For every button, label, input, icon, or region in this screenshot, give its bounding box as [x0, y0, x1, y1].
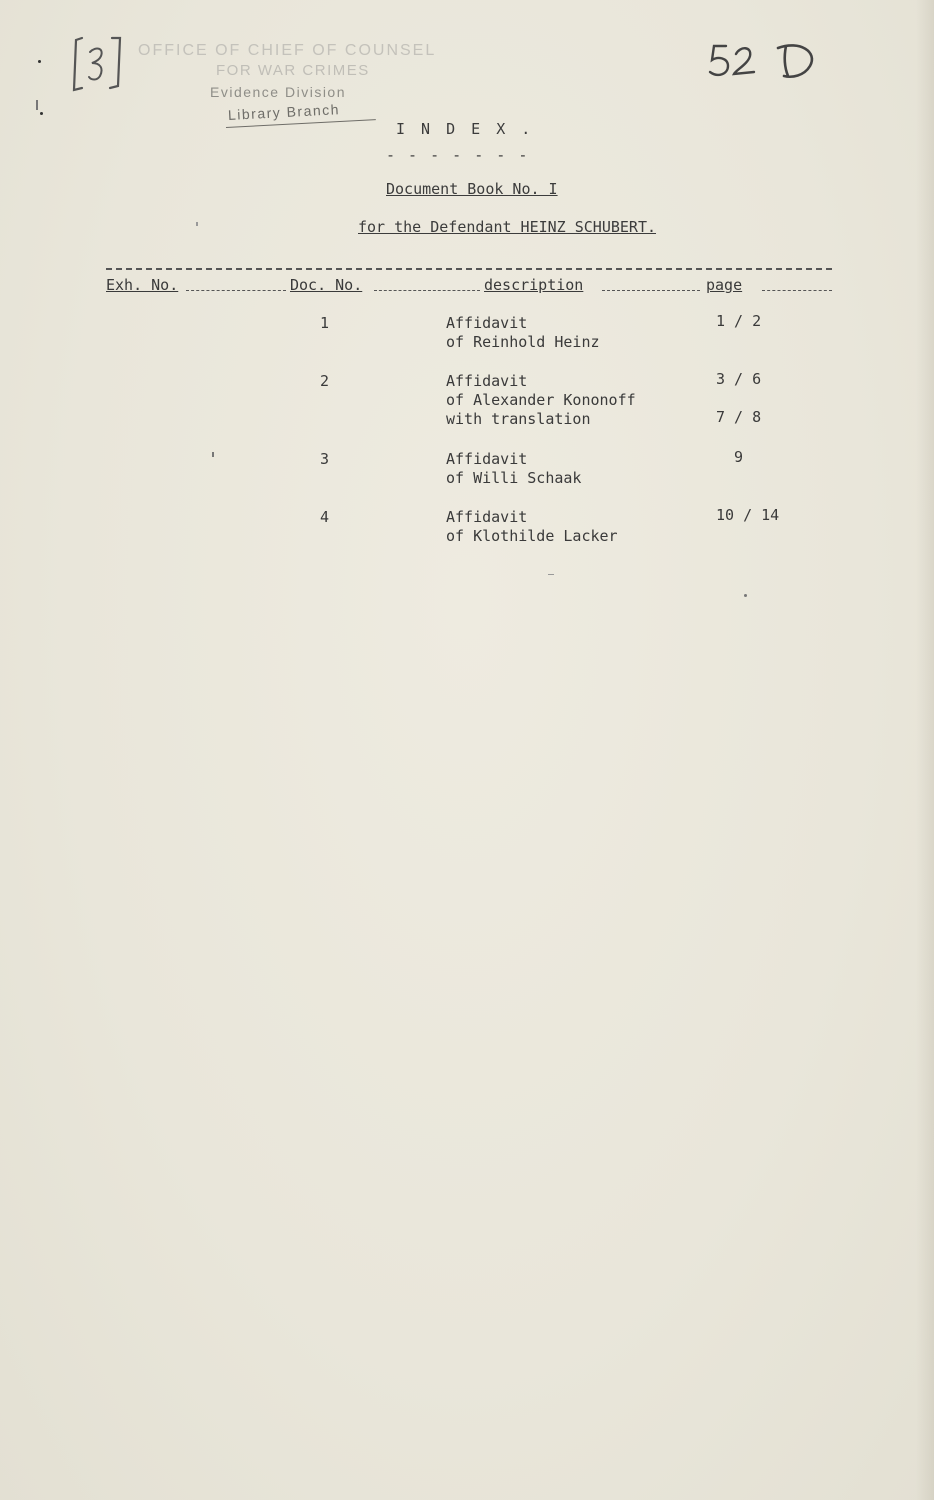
index-title: I N D E X . — [396, 120, 534, 138]
row-2-doc-no: 2 — [320, 372, 330, 390]
row-2-desc-line-3: with translation — [446, 410, 591, 428]
header-exh-no: Exh. No. — [106, 276, 179, 294]
row-4-desc-line-2: of Klothilde Lacker — [446, 527, 618, 545]
row-4-desc-line-1: Affidavit — [446, 508, 528, 526]
row-3-page: 9 — [734, 448, 744, 466]
header-fill — [762, 290, 832, 291]
row-4-description — [446, 508, 618, 546]
stamp-line-3: Evidence Division — [210, 84, 346, 100]
table-header-row — [106, 276, 836, 296]
row-3-desc-line-1: Affidavit — [446, 450, 528, 468]
stamp-line-4: Library Branch — [227, 101, 341, 123]
handwritten-page-number-mark — [700, 36, 840, 86]
row-2-desc-line-1: Affidavit — [446, 372, 528, 390]
ink-speck — [36, 100, 38, 110]
header-fill — [374, 290, 480, 291]
paper-speck — [196, 222, 198, 226]
ink-dot — [38, 60, 41, 63]
row-3-desc-line-2: of Willi Schaak — [446, 469, 582, 487]
stamp-line-2: FOR WAR CRIMES — [216, 62, 370, 79]
row-2-desc-line-2: of Alexander Kononoff — [446, 391, 636, 409]
header-fill — [602, 290, 700, 291]
handwritten-bracket-mark — [68, 34, 128, 94]
row-2-page-2: 7 / 8 — [716, 408, 762, 426]
row-4-doc-no: 4 — [320, 508, 330, 526]
row-1-description — [446, 314, 600, 352]
title-dashes: - - - - - - - — [386, 146, 530, 164]
row-1-page: 1 / 2 — [716, 312, 762, 330]
paper-speck — [744, 594, 747, 597]
row-2-description — [446, 372, 636, 429]
header-fill — [186, 290, 286, 291]
header-description: description — [484, 276, 584, 294]
table-top-rule — [106, 268, 832, 270]
defendant-line: for the Defendant HEINZ SCHUBERT. — [358, 218, 657, 236]
row-3-description — [446, 450, 581, 488]
ink-dot — [40, 112, 43, 115]
row-3-doc-no: 3 — [320, 450, 330, 468]
header-page: page — [706, 276, 743, 294]
row-1-desc-line-2: of Reinhold Heinz — [446, 333, 600, 351]
page-edge-shadow — [916, 0, 934, 1500]
header-doc-no: Doc. No. — [290, 276, 363, 294]
row-1-desc-line-1: Affidavit — [446, 314, 528, 332]
document-book-label: Document Book No. I — [386, 180, 558, 198]
row-4-page: 10 / 14 — [716, 506, 780, 524]
paper-speck — [548, 574, 554, 575]
paper-speck — [212, 452, 214, 457]
row-1-doc-no: 1 — [320, 314, 330, 332]
row-2-page-1: 3 / 6 — [716, 370, 762, 388]
stamp-line-1: OFFICE OF CHIEF OF COUNSEL — [138, 42, 437, 59]
